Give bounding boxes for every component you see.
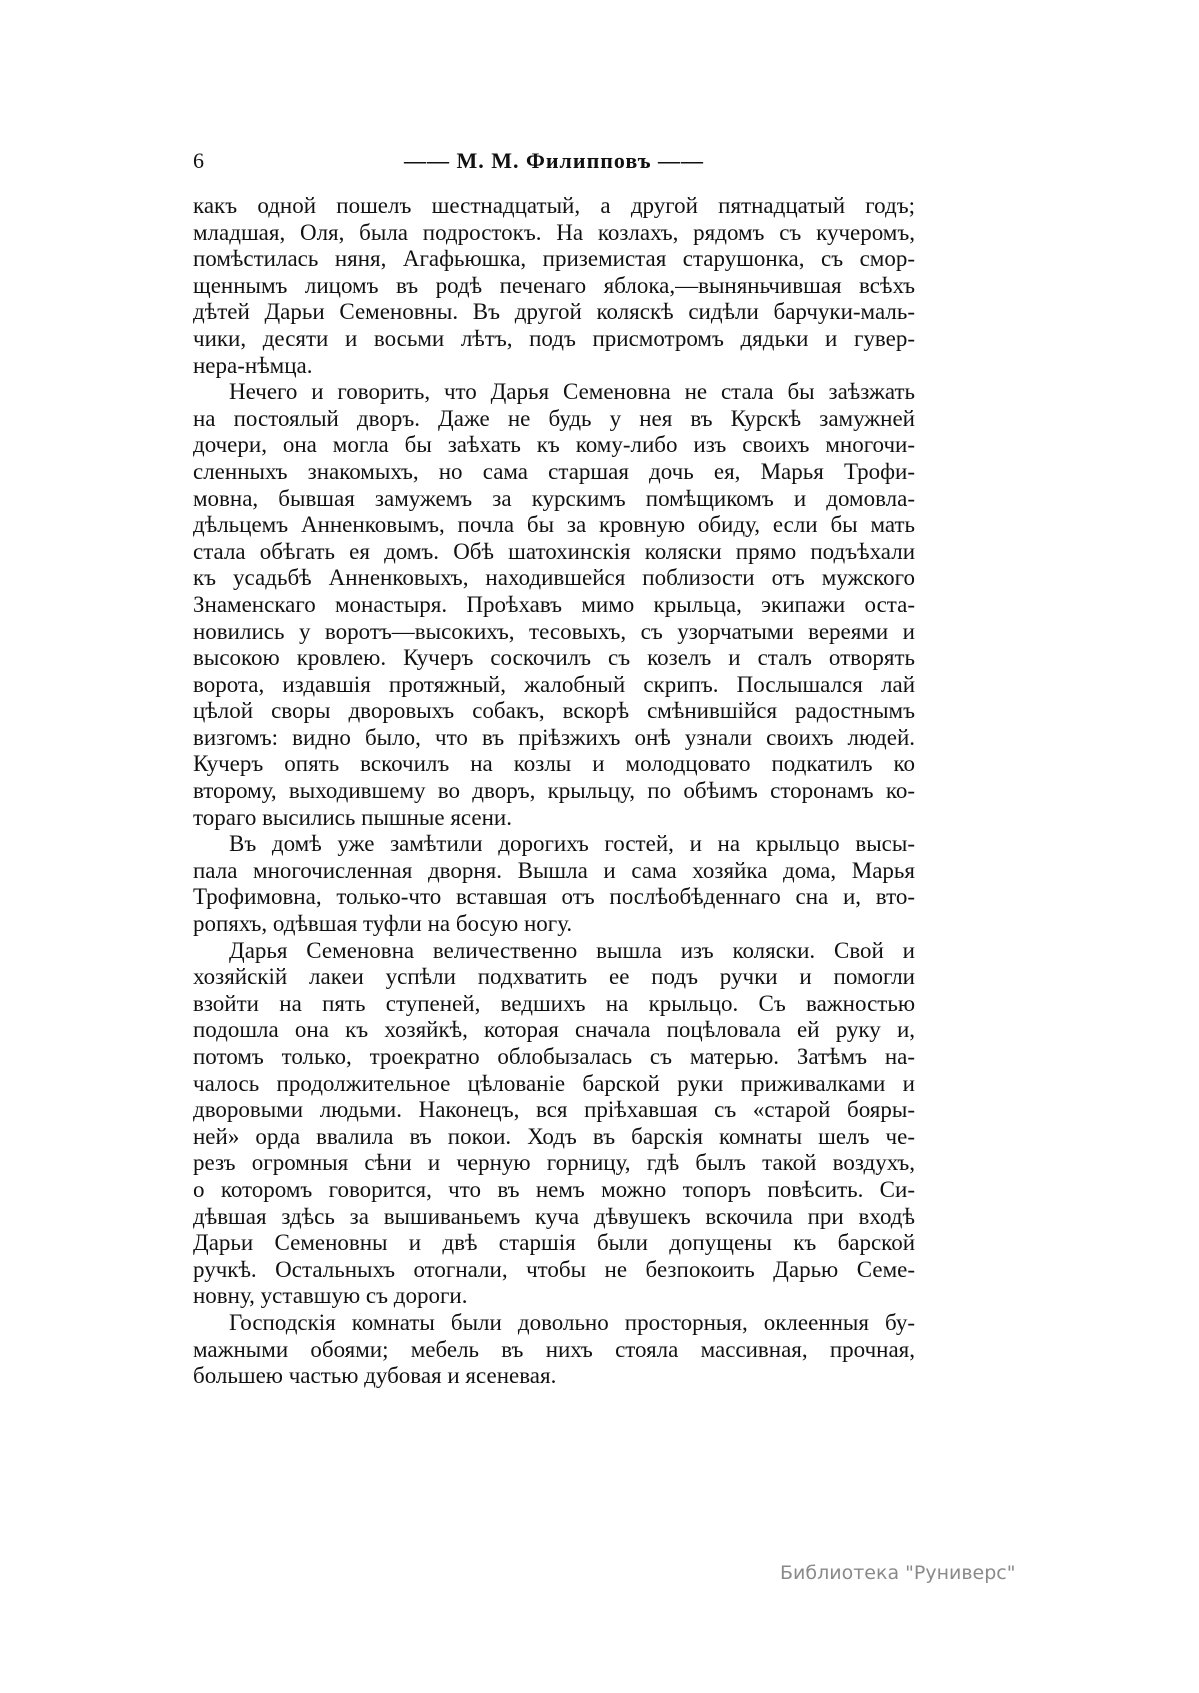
- text-line: цѣлой своры дворовыхъ собакъ, вскорѣ смѣнившійся радостнымъ: [193, 698, 915, 724]
- text-line: тораго высились пышные ясени.: [193, 804, 512, 830]
- text-line: младшая, Оля, была подростокъ. На козлахъ, рядомъ съ кучеромъ,: [193, 219, 915, 245]
- text-line: новну, уставшую съ дороги.: [193, 1283, 468, 1309]
- text-line: Господскія комнаты были довольно просторныя, оклеенныя бу-: [229, 1309, 915, 1335]
- text-line: второму, выходившему во дворъ, крыльцу, по обѣимъ сторонамъ ко-: [193, 778, 915, 804]
- text-line: какъ одной пошелъ шестнадцатый, а другой пятнадцатый годъ;: [193, 193, 915, 218]
- text-line: ручкѣ. Остальныхъ отогнали, чтобы не безпокоить Дарью Семе-: [193, 1256, 915, 1282]
- watermark: Библиотека "Руниверс": [780, 1562, 1016, 1584]
- text-line: мажными обоями; мебель въ нихъ стояла массивная, прочная,: [193, 1336, 915, 1362]
- text-line: помѣстилась няня, Агафьюшка, приземистая старушонка, съ смор-: [193, 246, 915, 272]
- running-title: —— М. М. Филипповъ ——: [403, 148, 705, 173]
- text-line: Кучеръ опять вскочилъ на козлы и молодцовато подкатилъ ко: [193, 751, 915, 777]
- text-line: дочери, она могла бы заѣхать къ кому-либо изъ своихъ многочи-: [193, 432, 915, 458]
- page-header: [193, 148, 915, 178]
- text-line: дѣвшая здѣсь за вышиваньемъ куча дѣвушекъ вскочила при входѣ: [193, 1203, 915, 1229]
- text-line: чики, десяти и восьми лѣтъ, подъ присмотромъ дядьки и гувер-: [193, 325, 915, 351]
- text-line: визгомъ: видно было, что въ пріѣзжихъ онѣ узнали своихъ людей.: [193, 724, 915, 750]
- text-line: Трофимовна, только-что вставшая отъ послѣобѣденнаго сна и, вто-: [193, 884, 915, 910]
- paragraph: [193, 193, 915, 379]
- text-line: Дарьи Семеновны и двѣ старшія были допущены къ барской: [193, 1230, 915, 1256]
- text-line: дѣльцемъ Анненковымъ, почла бы за кровную обиду, если бы мать: [193, 512, 915, 538]
- text-line: резъ огромныя сѣни и черную горницу, гдѣ былъ такой воздухъ,: [193, 1150, 915, 1176]
- page-number: 6: [193, 148, 204, 173]
- text-line: высокою кровлею. Кучеръ соскочилъ съ козелъ и сталъ отворять: [193, 645, 915, 671]
- text-line: чалось продолжительное цѣлованіе барской руки приживалками и: [193, 1070, 915, 1096]
- text-line: о которомъ говорится, что въ немъ можно топоръ повѣсить. Си-: [193, 1176, 915, 1202]
- text-line: сленныхъ знакомыхъ, но сама старшая дочь ея, Марья Трофи-: [193, 458, 915, 484]
- text-line: нера-нѣмца.: [193, 352, 313, 378]
- text-line: взойти на пять ступеней, ведшихъ на крыльцо. Съ важностью: [193, 990, 915, 1016]
- text-line: Знаменскаго монастыря. Проѣхавъ мимо крыльца, экипажи оста-: [193, 591, 915, 617]
- text-line: мовна, бывшая замужемъ за курскимъ помѣщикомъ и домовла-: [193, 485, 915, 511]
- text-line: Нечего и говорить, что Дарья Семеновна не стала бы заѣзжать: [229, 379, 915, 405]
- text-line: дворовыми людьми. Наконецъ, вся пріѣхавшая съ «старой бояры-: [193, 1097, 915, 1123]
- text-line: подошла она къ хозяйкѣ, которая сначала поцѣловала ей руку и,: [193, 1017, 915, 1043]
- text-line: къ усадьбѣ Анненковыхъ, находившейся поблизости отъ мужского: [193, 565, 915, 591]
- text-line: большею частью дубовая и ясеневая.: [193, 1363, 557, 1389]
- text-line: хозяйскій лакеи успѣли подхватить ее подъ ручки и помогли: [193, 964, 915, 990]
- text-line: щеннымъ лицомъ въ родѣ печенаго яблока,—выняньчившая всѣхъ: [193, 272, 915, 298]
- text-line: Дарья Семеновна величественно вышла изъ коляски. Свой и: [229, 937, 915, 963]
- paragraph: [193, 831, 915, 937]
- text-line: потомъ только, троекратно облобызалась съ матерью. Затѣмъ на-: [193, 1044, 915, 1069]
- body-text: [193, 193, 915, 1390]
- text-line: пала многочисленная дворня. Вышла и сама хозяйка дома, Марья: [193, 857, 915, 883]
- paragraph: [193, 379, 915, 831]
- paragraph: [193, 1310, 915, 1390]
- text-line: ропяхъ, одѣвшая туфли на босую ногу.: [193, 911, 573, 937]
- text-line: ворота, издавшія протяжный, жалобный скрипъ. Послышался лай: [193, 671, 915, 697]
- text-line: новились у воротъ—высокихъ, тесовыхъ, съ узорчатыми вереями и: [193, 618, 915, 644]
- paragraph: [193, 938, 915, 1310]
- text-line: Въ домѣ уже замѣтили дорогихъ гостей, и на крыльцо высы-: [229, 831, 915, 857]
- text-line: стала обѣгать ея домъ. Обѣ шатохинскія коляски прямо подъѣхали: [193, 538, 915, 564]
- text-line: ней» орда ввалила въ покои. Ходъ въ барскія комнаты шелъ че-: [193, 1123, 915, 1149]
- text-line: на постоялый дворъ. Даже не будь у нея въ Курскѣ замужней: [193, 405, 915, 431]
- text-line: дѣтей Дарьи Семеновны. Въ другой коляскѣ сидѣли барчуки-маль-: [193, 299, 915, 325]
